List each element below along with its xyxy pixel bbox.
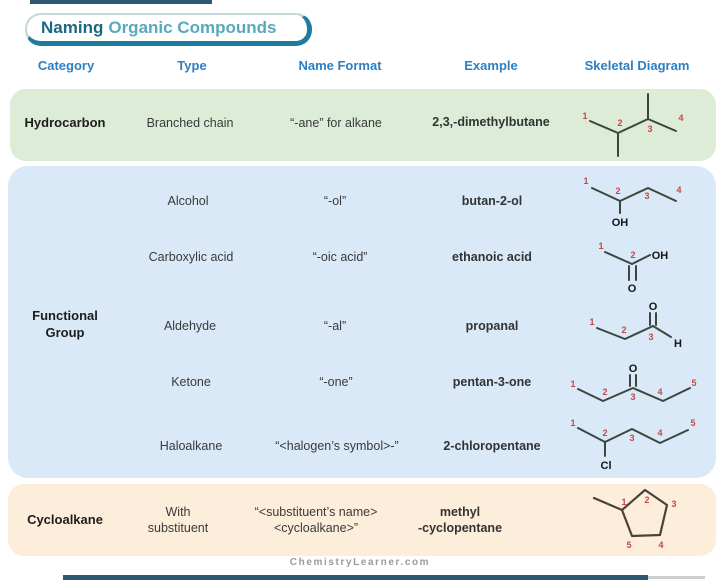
column-header-category: Category <box>37 58 95 73</box>
aldehyde-name-format: “-al” <box>323 319 347 333</box>
hydrocarbon-category: Hydrocarbon <box>24 115 106 130</box>
carbon-number: 1 <box>583 176 589 186</box>
carbon-number: 3 <box>644 191 650 201</box>
bottom-border-strip <box>63 575 648 580</box>
carbon-number: 1 <box>582 111 588 121</box>
ketone-type: Ketone <box>171 375 211 389</box>
alcohol-name-format: “-ol” <box>323 194 347 208</box>
aldehyde-type: Aldehyde <box>163 319 217 333</box>
footer-watermark: ChemistryLearner.com <box>289 557 431 568</box>
atom-label-o: O <box>648 301 658 313</box>
carbon-number: 2 <box>630 250 636 260</box>
atom-label-h: H <box>674 338 682 350</box>
cycloalkane-type-line2: substituent <box>147 521 209 535</box>
cycloalkane-type <box>148 504 208 536</box>
page-title-naming: Naming <box>41 18 104 37</box>
cycloalkane-example-line2: -cyclopentane <box>417 521 503 535</box>
carbon-number: 1 <box>570 418 576 428</box>
carbon-number: 1 <box>598 241 604 251</box>
atom-label-o: O <box>627 283 637 295</box>
carbon-number: 3 <box>648 332 654 342</box>
haloalkane-name-format: “<halogen’s symbol>-” <box>275 439 399 453</box>
atom-label-oh: OH <box>611 217 629 229</box>
cycloalkane-name-format <box>255 504 378 536</box>
carbon-number: 4 <box>658 540 664 550</box>
functional-group-category-line2: Group <box>45 325 85 340</box>
carbon-number: 3 <box>671 499 677 509</box>
cycloalkane-name-format-line2: <cycloalkane>” <box>273 521 359 535</box>
carbon-number: 2 <box>617 118 623 128</box>
carboxylic-acid-type: Carboxylic acid <box>148 250 234 264</box>
alcohol-type: Alcohol <box>167 194 209 208</box>
carbon-number: 2 <box>602 387 608 397</box>
ketone-example: pentan-3-one <box>452 375 532 389</box>
cycloalkane-type-line1: With <box>165 505 191 519</box>
cycloalkane-category: Cycloalkane <box>27 512 103 527</box>
alcohol-example: butan-2-ol <box>461 194 523 208</box>
carbon-number: 1 <box>570 379 576 389</box>
section-functional-group <box>8 166 716 478</box>
carboxylic-acid-name-format: “-oic acid” <box>312 250 368 264</box>
hydrocarbon-type: Branched chain <box>146 116 234 130</box>
carbon-number: 2 <box>615 186 621 196</box>
carbon-number: 5 <box>626 540 632 550</box>
column-header-name-format: Name Format <box>298 58 382 73</box>
haloalkane-example: 2-chloropentane <box>443 439 541 453</box>
carbon-number: 2 <box>602 428 608 438</box>
carbon-number: 4 <box>657 387 663 397</box>
top-border-strip <box>30 0 212 4</box>
hydrocarbon-example: 2,3,-dimethylbutane <box>432 115 550 129</box>
carbon-number: 2 <box>621 325 627 335</box>
column-header-example: Example <box>464 58 518 73</box>
atom-label-cl: Cl <box>600 460 612 472</box>
ketone-name-format: “-one” <box>319 375 353 389</box>
title-box <box>25 13 312 46</box>
hydrocarbon-name-format: “-ane” for alkane <box>290 116 382 130</box>
aldehyde-example: propanal <box>465 319 519 333</box>
carbon-number: 3 <box>647 124 653 134</box>
atom-label-oh: OH <box>651 250 669 262</box>
cycloalkane-name-format-line1: “<substituent’s name> <box>254 505 378 519</box>
carbon-number: 5 <box>690 418 696 428</box>
carbon-number: 2 <box>644 495 650 505</box>
cycloalkane-example <box>418 504 502 536</box>
haloalkane-type: Haloalkane <box>159 439 223 453</box>
carbon-number: 5 <box>691 378 697 388</box>
atom-label-o: O <box>628 363 638 375</box>
column-header-type: Type <box>177 58 207 73</box>
carbon-number: 3 <box>629 433 635 443</box>
carbon-number: 4 <box>657 428 663 438</box>
carbon-number: 1 <box>589 317 595 327</box>
carbon-number: 1 <box>621 497 627 507</box>
functional-group-category <box>32 307 98 341</box>
page-title-organic-compounds: Organic Compounds <box>108 18 277 37</box>
column-header-skeletal-diagram: Skeletal Diagram <box>584 58 690 73</box>
carbon-number: 4 <box>676 185 682 195</box>
bottom-border-strip-light <box>648 576 705 579</box>
carbon-number: 3 <box>630 392 636 402</box>
carboxylic-acid-example: ethanoic acid <box>452 250 532 264</box>
cycloalkane-example-line1: methyl <box>439 505 481 519</box>
carbon-number: 4 <box>678 113 684 123</box>
functional-group-category-line1: Functional <box>32 308 98 323</box>
